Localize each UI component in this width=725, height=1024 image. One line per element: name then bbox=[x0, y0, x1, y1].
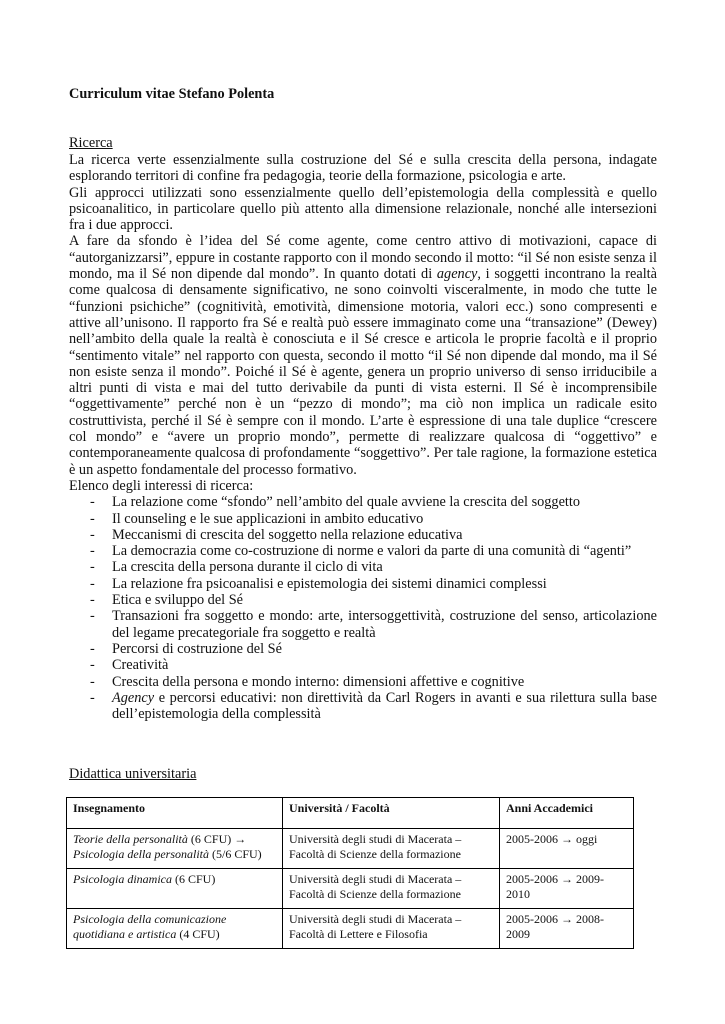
list-dash: - bbox=[90, 689, 95, 706]
years-cell: 2005-2006 → oggi bbox=[500, 829, 634, 869]
university-cell: Università degli studi di Macerata – Facoltà di Scienze della formazione bbox=[283, 829, 500, 869]
list-item-text: e percorsi educativi: non direttività da Carl Rogers in avanti e sua rilettura sulla base dell’epistemologia della complessità bbox=[112, 689, 657, 723]
paragraph-text: A fare da sfondo è l’idea del Sé come agente, come centro attivo di motivazioni, capace di “autorganizzarsi”, eppure in costante rapporto con il mondo secondo il motto: “il Sé non esiste senza il mondo, ma il Sé non dipende dal mondo”. In quanto dotati di bbox=[69, 233, 657, 283]
table-row bbox=[67, 869, 634, 909]
list-item-text: Meccanismi di crescita del soggetto nella relazione educativa bbox=[112, 526, 463, 543]
list-dash: - bbox=[90, 673, 95, 690]
interests-list bbox=[69, 494, 657, 722]
italic-term: agency bbox=[436, 266, 478, 283]
list-item bbox=[69, 592, 657, 608]
list-item-text: Transazioni fra soggetto e mondo: arte, intersoggettività, costruzione del senso, articolazione del legame precategoriale fra soggetto e realtà bbox=[112, 608, 657, 641]
list-dash: - bbox=[90, 559, 95, 576]
list-item-text: La relazione come “sfondo” nell’ambito del quale avviene la crescita del soggetto bbox=[112, 494, 581, 511]
course-cell bbox=[67, 869, 283, 909]
section-heading-didattica: Didattica universitaria bbox=[69, 766, 197, 782]
course-credits: (4 CFU) bbox=[176, 926, 220, 941]
table-header-row bbox=[67, 798, 634, 829]
table-row bbox=[67, 909, 634, 949]
list-item bbox=[69, 494, 657, 510]
section-ricerca bbox=[69, 135, 657, 722]
list-item bbox=[69, 657, 657, 673]
years-cell: 2005-2006 → 2009-2010 bbox=[500, 869, 634, 909]
list-item bbox=[69, 576, 657, 592]
list-item bbox=[69, 543, 657, 559]
list-dash: - bbox=[90, 526, 95, 543]
course-credits: (5/6 CFU) bbox=[209, 846, 262, 861]
list-item bbox=[69, 674, 657, 690]
section-didattica bbox=[69, 766, 657, 783]
list-dash: - bbox=[90, 543, 95, 560]
course-name: Psicologia della comunicazione quotidiana e artistica bbox=[73, 912, 227, 941]
university-cell: Università degli studi di Macerata – Facoltà di Scienze della formazione bbox=[283, 869, 500, 909]
section-heading-ricerca: Ricerca bbox=[69, 135, 113, 151]
column-header-universita: Università / Facoltà bbox=[283, 798, 500, 829]
years-cell: 2005-2006 → 2008-2009 bbox=[500, 909, 634, 949]
table-row bbox=[67, 829, 634, 869]
course-name: Psicologia della personalità bbox=[73, 846, 209, 861]
list-dash: - bbox=[90, 510, 95, 527]
list-item-text: Il counseling e le sue applicazioni in ambito educativo bbox=[112, 510, 424, 527]
list-item-text: Crescita della persona e mondo interno: dimensioni affettive e cognitive bbox=[112, 673, 525, 690]
list-dash: - bbox=[90, 592, 95, 609]
courses-table bbox=[66, 797, 634, 949]
list-item bbox=[69, 511, 657, 527]
list-item-text: Percorsi di costruzione del Sé bbox=[112, 640, 282, 657]
list-item bbox=[69, 527, 657, 543]
course-credits: (6 CFU) bbox=[172, 872, 216, 886]
italic-term: Agency bbox=[112, 689, 155, 706]
course-cell bbox=[67, 909, 283, 949]
column-header-anni: Anni Accademici bbox=[500, 798, 634, 829]
paragraph: Gli approcci utilizzati sono essenzialmente quello dell’epistemologia della complessità e quello psicoanalitico, in particolare quello più attento alla dimensione relazionale, nonché alle intersezioni fra i due approcci. bbox=[69, 184, 657, 234]
paragraph-text: , i soggetti incontrano la realtà come qualcosa di densamente significativo, ne sono coinvolti visceralmente, in modo che tutte le “funzioni psichiche” (cognitività, emotività, dimensione motoria, valori ecc.) sono compresenti e attive all’unisono. Il rapporto fra Sé e realtà può essere immaginato come una “transazione” (Dewey) nell’ambito della quale la realtà è conosciuta e il Sé cresce e articola le proprie facoltà e il proprio “sentimento vitale” nel rapporto con questa, secondo il motto “il Sé non dipende dal mondo, ma il Sé non esiste senza il mondo”. Poiché il Sé è agente, genera un proprio universo di senso irriducibile a altri punti di vista e mai del tutto derivabile da punti di vista esterni. Il Sé è incomprensibile “oggettivamente” perché non è un “pezzo di mondo”; ma ciò non implica un radicale esito costruttivista, perché il Sé è sempre con il mondo. L’arte è espressione di una tale duplice “crescere col mondo” e “avere un proprio mondo”, permette di realizzare qualcosa di “oggettivo” e contemporaneamente qualcosa di profondamente “soggettivo”. Per tale ragione, la formazione estetica è un aspetto fondamentale del processo formativo. bbox=[69, 266, 657, 478]
column-header-insegnamento: Insegnamento bbox=[67, 798, 283, 829]
list-dash: - bbox=[90, 657, 95, 674]
list-item-text: La relazione fra psicoanalisi e epistemologia dei sistemi dinamici complessi bbox=[112, 575, 547, 592]
list-dash: - bbox=[90, 640, 95, 657]
course-name: Teorie della personalità bbox=[73, 832, 188, 846]
list-dash: - bbox=[90, 608, 95, 625]
list-item-text: La crescita della persona durante il ciclo di vita bbox=[112, 559, 383, 576]
list-item bbox=[69, 641, 657, 657]
list-dash: - bbox=[90, 575, 95, 592]
course-credits: (6 CFU) → bbox=[187, 832, 247, 846]
interests-intro: Elenco degli interessi di ricerca: bbox=[69, 477, 254, 494]
ricerca-body bbox=[69, 152, 657, 494]
paragraph bbox=[69, 233, 657, 477]
list-dash: - bbox=[90, 494, 95, 511]
paragraph: La ricerca verte essenzialmente sulla costruzione del Sé e sulla crescita della persona, indagate esplorando territori di confine fra pedagogia, teorie della formazione, psicologia e arte. bbox=[69, 152, 657, 185]
list-item-text: La democrazia come co-costruzione di norme e valori da parte di una comunità di “agenti” bbox=[112, 543, 632, 560]
document-title: Curriculum vitae Stefano Polenta bbox=[69, 86, 275, 102]
course-cell bbox=[67, 829, 283, 869]
list-item bbox=[69, 559, 657, 575]
university-cell: Università degli studi di Macerata – Facoltà di Lettere e Filosofia bbox=[283, 909, 500, 949]
course-name: Psicologia dinamica bbox=[73, 872, 172, 886]
list-item-text: Etica e sviluppo del Sé bbox=[112, 592, 244, 609]
list-item bbox=[69, 608, 657, 641]
list-item bbox=[69, 690, 657, 723]
list-item-text: Creatività bbox=[112, 657, 169, 674]
